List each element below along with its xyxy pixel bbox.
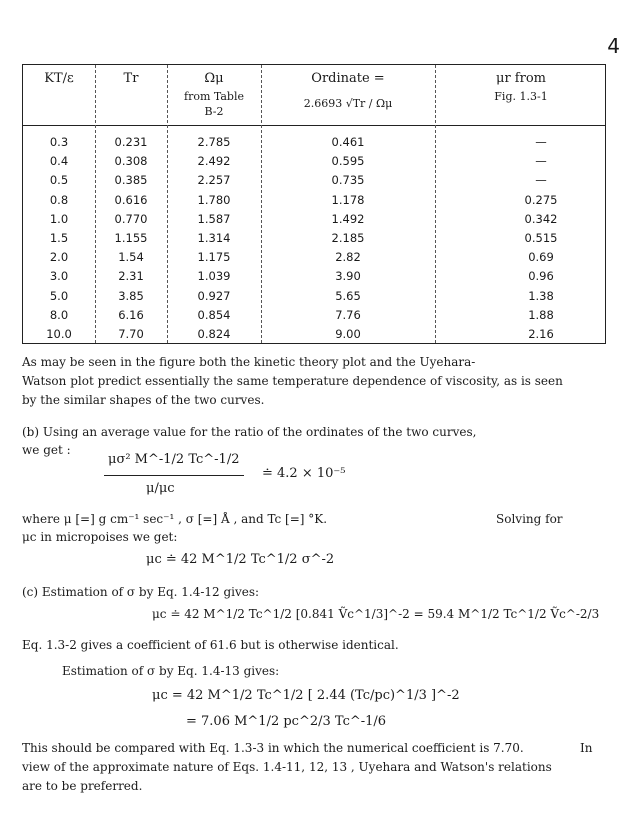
table-cell: 5.0 — [49, 288, 69, 303]
paragraph-line: (b) Using an average value for the ratio of the ordinates of the two curves, — [22, 425, 477, 439]
header-rule — [23, 125, 605, 126]
table-cell: 0.927 — [197, 288, 231, 303]
table-cell: 2.31 — [118, 269, 144, 284]
table-cell: 0.616 — [114, 192, 148, 207]
paragraph-line: In — [580, 741, 593, 755]
paragraph-line: Solving for — [496, 512, 563, 526]
table-cell: 0.461 — [331, 135, 365, 149]
table-cell: 0.515 — [524, 230, 558, 245]
header-omega: Ωμ from Table B-2 — [184, 71, 244, 118]
paragraph-line: Estimation of σ by Eq. 1.4-13 gives: — [62, 664, 280, 678]
table-cell: 10.0 — [46, 326, 72, 341]
table-cell: 1.780 — [197, 192, 231, 207]
table-cell: 0.824 — [197, 326, 231, 341]
table-cell: 1.492 — [331, 211, 365, 226]
table-cell: 9.00 — [335, 326, 361, 341]
equation: μc = 42 M^1/2 Tc^1/2 [ 2.44 (Tc/pc)^1/3 ]^-2 — [152, 688, 460, 703]
table-cell: 2.16 — [528, 326, 554, 341]
fraction-bar — [104, 475, 244, 476]
table-cell: 0.8 — [49, 192, 69, 207]
table-cell: 0.231 — [114, 135, 148, 149]
table-cell: 1.54 — [118, 250, 144, 265]
table-cell: — — [535, 135, 547, 149]
table-cell: 3.0 — [49, 269, 69, 284]
table-cell: 1.0 — [49, 211, 69, 226]
equation-rhs: ≐ 4.2 × 10⁻⁵ — [262, 466, 346, 481]
table-cell: 0.5 — [49, 173, 69, 188]
table-cell: 2.0 — [49, 250, 69, 265]
table-cell: 0.342 — [524, 211, 558, 226]
table-cell: 2.785 — [197, 135, 231, 149]
column-mu — [435, 133, 607, 344]
table-cell: 2.492 — [197, 154, 231, 169]
column-tr — [95, 133, 167, 344]
paragraph-line: by the similar shapes of the two curves. — [22, 393, 265, 407]
table-cell: 1.5 — [49, 230, 69, 245]
data-table — [22, 64, 606, 344]
column-ordinate — [261, 133, 435, 344]
table-cell: 6.16 — [118, 307, 144, 322]
paragraph-line: are to be preferred. — [22, 779, 143, 793]
table-cell: 0.735 — [331, 173, 365, 188]
table-cell: 0.69 — [528, 250, 554, 265]
table-cell: 1.88 — [528, 307, 554, 322]
paragraph-line: where μ [=] g cm⁻¹ sec⁻¹ , σ [=] Å , and Tc [=] °K. — [22, 512, 328, 526]
equation-denominator: μ/μc — [146, 481, 175, 496]
table-cell: 0.4 — [49, 154, 69, 169]
table-cell: 0.96 — [528, 269, 554, 284]
paragraph-line: This should be compared with Eq. 1.3-3 in which the numerical coefficient is 7.70. — [22, 741, 524, 755]
header-mu: μr from Fig. 1.3-1 — [494, 71, 548, 103]
table-cell: 1.314 — [197, 230, 231, 245]
table-cell: 5.65 — [335, 288, 361, 303]
table-cell: 1.039 — [197, 269, 231, 284]
table-cell: 0.275 — [524, 192, 558, 207]
equation-numerator: μσ² M^-1/2 Tc^-1/2 — [108, 452, 240, 467]
table-cell: 0.3 — [49, 135, 69, 149]
table-cell: 1.175 — [197, 250, 231, 265]
table-cell: 1.155 — [114, 230, 148, 245]
equation: μc ≐ 42 M^1/2 Tc^1/2 σ^-2 — [146, 552, 335, 567]
column-kt — [23, 133, 95, 344]
paragraph-line: μc in micropoises we get: — [22, 530, 178, 544]
column-omega — [167, 133, 261, 344]
table-cell: 1.38 — [528, 288, 554, 303]
paragraph-line: As may be seen in the figure both the kinetic theory plot and the Uyehara- — [22, 355, 476, 369]
paragraph-line: Watson plot predict essentially the same temperature dependence of viscosity, as is seen — [22, 374, 563, 388]
table-cell: 0.770 — [114, 211, 148, 226]
table-cell: 7.70 — [118, 326, 144, 341]
header-kt: KT/ε — [44, 71, 74, 86]
table-cell: 0.854 — [197, 307, 231, 322]
equation: μc ≐ 42 M^1/2 Tc^1/2 [0.841 Ṽc^1/3]^-2 = 59.4 M^1/2 Tc^1/2 Ṽc^-2/3 — [152, 607, 600, 621]
table-cell: 3.85 — [118, 288, 144, 303]
table-cell: 3.90 — [335, 269, 361, 284]
table-cell: 1.587 — [197, 211, 231, 226]
paragraph-line: (c) Estimation of σ by Eq. 1.4-12 gives: — [22, 585, 260, 599]
equation: = 7.06 M^1/2 pc^2/3 Tc^-1/6 — [186, 714, 387, 729]
table-cell: 2.185 — [331, 230, 365, 245]
paragraph-line: view of the approximate nature of Eqs. 1.4-11, 12, 13 , Uyehara and Watson's relations — [22, 760, 552, 774]
table-cell: 8.0 — [49, 307, 69, 322]
table-cell: 0.308 — [114, 154, 148, 169]
header-ordinate: Ordinate = 2.6693 √Tr / Ωμ — [303, 71, 393, 110]
table-cell: — — [535, 154, 547, 169]
page-number: 4 — [607, 34, 620, 58]
header-tr: Tr — [123, 71, 139, 86]
table-cell: — — [535, 173, 547, 188]
table-cell: 7.76 — [335, 307, 361, 322]
table-cell: 0.595 — [331, 154, 365, 169]
paragraph-line: Eq. 1.3-2 gives a coefficient of 61.6 but is otherwise identical. — [22, 638, 399, 652]
table-cell: 2.257 — [197, 173, 231, 188]
table-cell: 2.82 — [335, 250, 361, 265]
paragraph-line: we get : — [22, 443, 71, 457]
table-cell: 1.178 — [331, 192, 365, 207]
table-cell: 0.385 — [114, 173, 148, 188]
